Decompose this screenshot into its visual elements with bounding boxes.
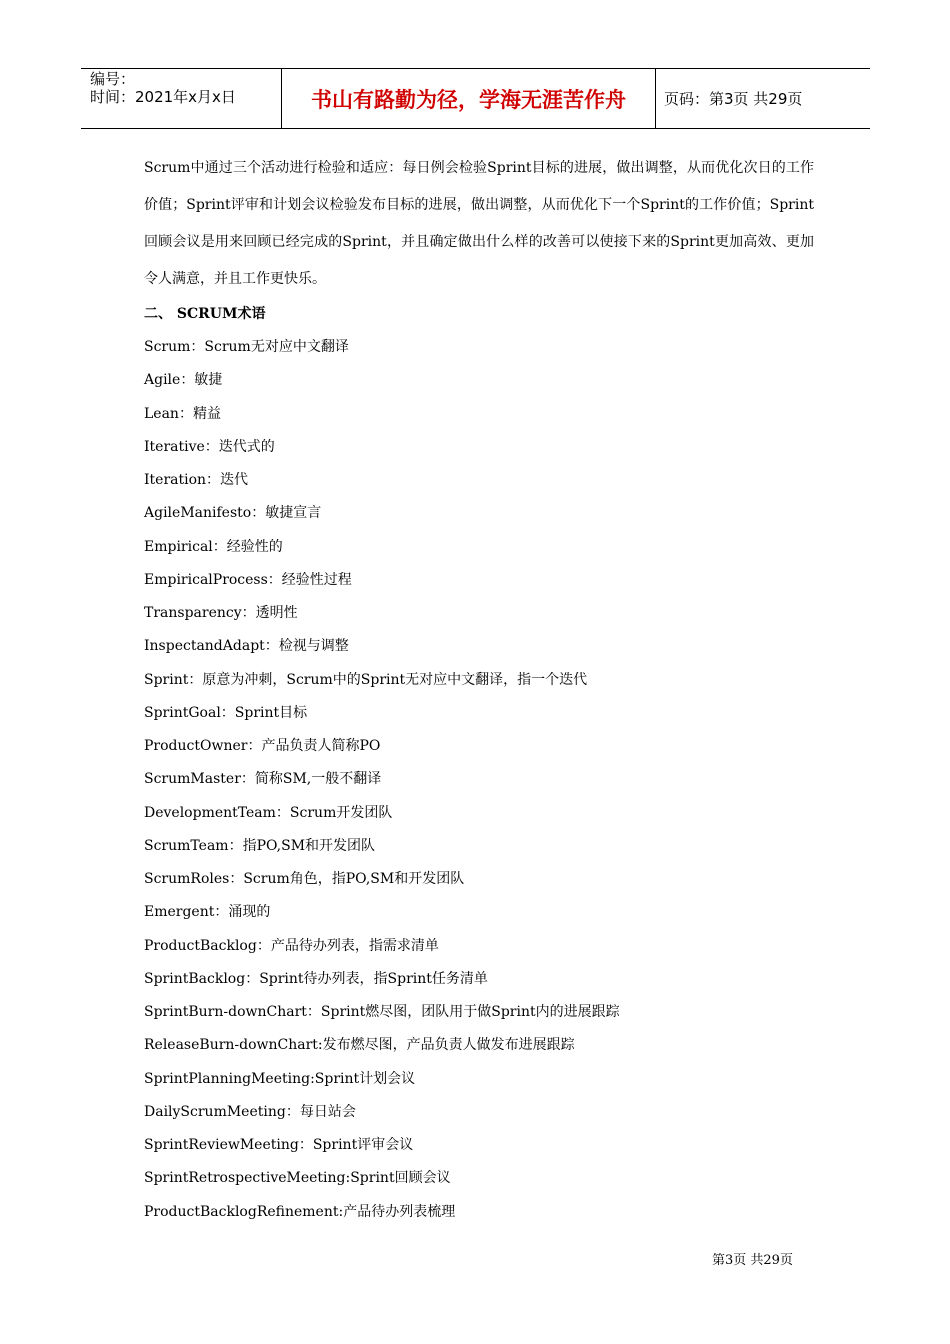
term-item: Transparency：透明性	[144, 605, 298, 621]
term-item: ScrumRoles：Scrum角色，指PO,SM和开发团队	[144, 871, 465, 887]
term-item: EmpiricalProcess：经验性过程	[144, 571, 352, 588]
term-item: Iterative：迭代式的	[144, 438, 275, 455]
term-item: ScrumTeam：指PO,SM和开发团队	[144, 837, 376, 854]
term-item: ProductOwner：产品负责人简称PO	[144, 738, 381, 754]
header-info	[90, 70, 236, 106]
term-item: InspectandAdapt：检视与调整	[144, 638, 349, 655]
term-item: ProductBacklog：产品待办列表，指需求清单	[144, 937, 439, 954]
term-item: SprintReviewMeeting：Sprint评审会议	[144, 1137, 414, 1153]
header-divider-right	[655, 69, 656, 129]
term-item: Empirical：经验性的	[144, 538, 283, 555]
term-item: SprintBacklog：Sprint待办列表，指Sprint任务清单	[144, 970, 488, 987]
term-item: SprintBurn-downChart：Sprint燃尽图，团队用于做Sprint内的进展跟踪	[144, 1004, 620, 1020]
term-item: AgileManifesto：敏捷宣言	[144, 505, 322, 522]
document-number: 编号：	[90, 70, 136, 88]
term-item: ProductBacklogRefinement:产品待办列表梳理	[144, 1203, 456, 1220]
section-heading: 二、 SCRUM术语	[144, 306, 266, 322]
header-page-number: 页码：第3页 共29页	[664, 90, 803, 108]
page-content	[144, 150, 814, 1229]
term-item: ReleaseBurn-downChart:发布燃尽图，产品负责人做发布进展跟踪	[144, 1037, 575, 1054]
term-item: SprintPlanningMeeting:Sprint计划会议	[144, 1070, 416, 1087]
term-list	[144, 331, 814, 1229]
term-item: SprintGoal：Sprint目标	[144, 704, 308, 721]
intro-paragraph: Scrum中通过三个活动进行检验和适应：每日例会检验Sprint目标的进展，做出调整，从而优化次日的工作价值；Sprint评审和计划会议检验发布目标的进展，做出调整，从而优化下一个Sprint的工作价值；Sprint回顾会议是用来回顾已经完成的Sprint，并且确定做出什么样的改善可以使接下来的Sprint更加高效、更加令人满意，并且工作更快乐。	[144, 160, 814, 287]
term-item: ScrumMaster：简称SM,一般不翻译	[144, 771, 382, 788]
term-item: DailyScrumMeeting：每日站会	[144, 1103, 356, 1120]
term-item: Sprint：原意为冲刺，Scrum中的Sprint无对应中文翻译，指一个迭代	[144, 671, 588, 688]
term-item: SprintRetrospectiveMeeting:Sprint回顾会议	[144, 1170, 451, 1187]
term-item: Agile：敏捷	[144, 372, 223, 389]
term-item: Scrum：Scrum无对应中文翻译	[144, 339, 349, 355]
document-date: 时间：2021年x月x日	[90, 88, 236, 106]
term-item: Emergent：涌现的	[144, 904, 271, 921]
term-item: Iteration：迭代	[144, 472, 249, 488]
term-item: Lean：精益	[144, 405, 221, 422]
header-motto: 书山有路勤为径，学海无涯苦作舟	[311, 88, 626, 112]
term-item: DevelopmentTeam：Scrum开发团队	[144, 804, 393, 821]
page-footer: 第3页 共29页	[712, 1253, 793, 1268]
